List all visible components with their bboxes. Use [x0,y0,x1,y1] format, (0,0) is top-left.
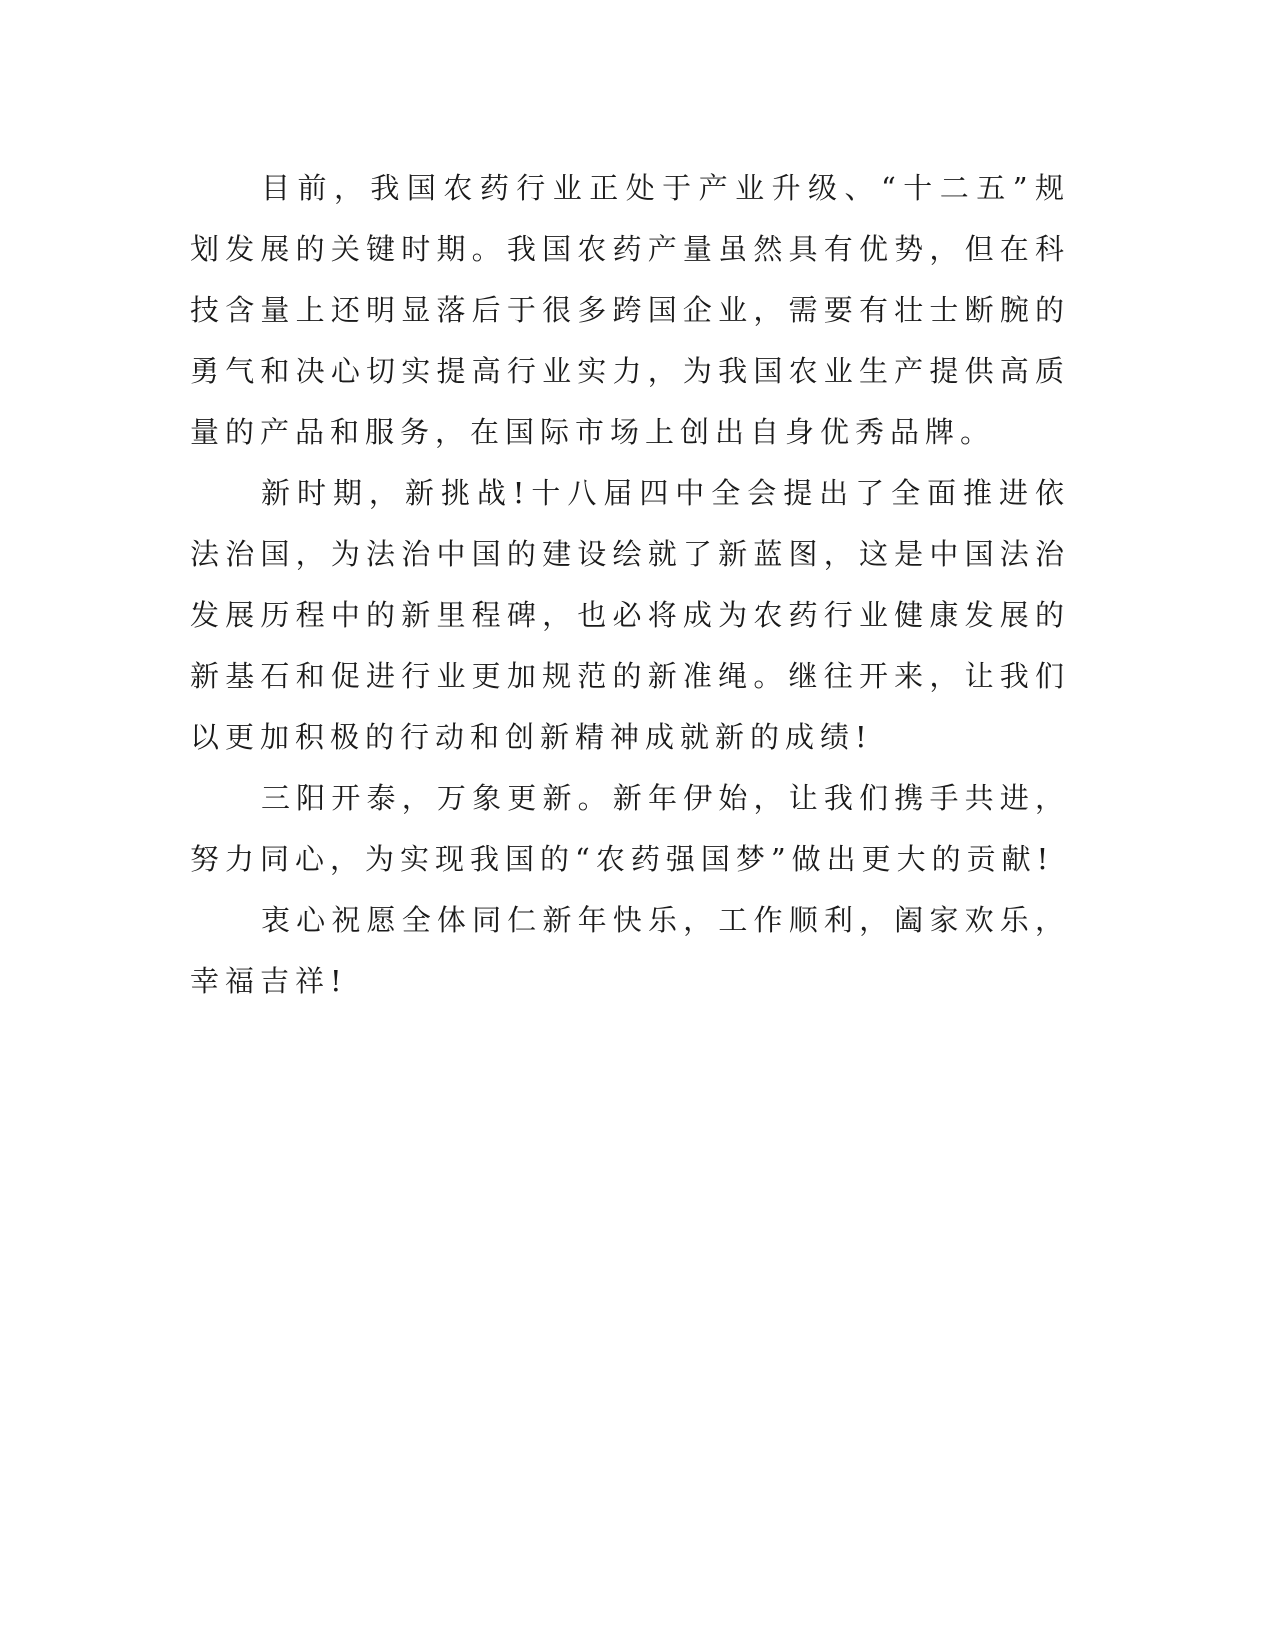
paragraph-new-year: 三阳开泰，万象更新。新年伊始，让我们携手共进，努力同心，为实现我国的“农药强国梦”做出更大的贡献! [190,781,1070,876]
paragraph-wishes: 衷心祝愿全体同仁新年快乐，工作顺利，阖家欢乐，幸福吉祥! [190,903,1070,998]
paragraph-new-era: 新时期，新挑战!十八届四中全会提出了全面推进依法治国，为法治中国的建设绘就了新蓝图，这是中国法治发展历程中的新里程碑，也必将成为农药行业健康发展的新基石和促进行业更加规范的新准绳。继往开来，让我们以更加积极的行动和创新精神成就新的成绩! [190,476,1070,754]
paragraph-industry-status: 目前，我国农药行业正处于产业升级、“十二五”规划发展的关键时期。我国农药产量虽然具有优势，但在科技含量上还明显落后于很多跨国企业，需要有壮士断腕的勇气和决心切实提高行业实力，为我国农业生产提供高质量的产品和服务，在国际市场上创出自身优秀品牌。 [190,171,1070,449]
document-body [190,158,1070,1012]
